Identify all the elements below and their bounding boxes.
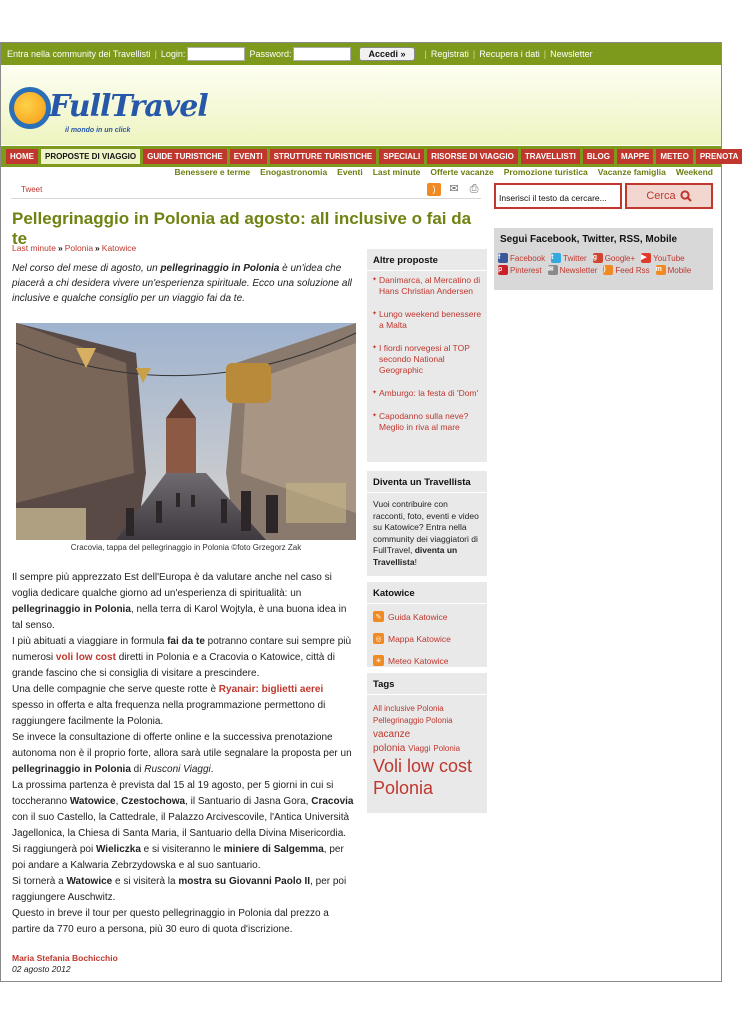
- mail-icon[interactable]: ✉: [449, 183, 459, 195]
- subnav-item-benessere-e-terme[interactable]: Benessere e terme: [174, 167, 251, 177]
- social-link-twitter[interactable]: [551, 253, 587, 263]
- social-link-facebook[interactable]: [498, 253, 545, 263]
- search-icon: [680, 190, 692, 202]
- katowice-box: [367, 582, 487, 667]
- globe-icon: [9, 87, 51, 129]
- publish-date: 02 agosto 2012: [12, 964, 71, 974]
- nav-item-home[interactable]: HOME: [6, 149, 38, 164]
- register-link[interactable]: Registrati: [430, 49, 469, 59]
- link-ryanair[interactable]: Ryanair: biglietti aerei: [218, 684, 324, 695]
- related-item[interactable]: ✦ I fiordi norvegesi al TOP secondo National Geographic: [373, 343, 483, 376]
- katowice-title: Katowice: [367, 582, 487, 604]
- tag-link[interactable]: Polonia: [373, 778, 434, 798]
- social-label: Twitter: [563, 253, 587, 263]
- newsletter-icon: ✉: [548, 265, 558, 275]
- tweet-button[interactable]: Tweet: [21, 185, 43, 194]
- login-input[interactable]: [187, 47, 245, 61]
- feed-rss-icon: ): [603, 265, 613, 275]
- social-title: Segui Facebook, Twitter, RSS, Mobile: [500, 234, 678, 245]
- nav-item-eventi[interactable]: EVENTI: [230, 149, 267, 164]
- weather-icon: ☀: [373, 655, 384, 666]
- pinterest-icon: p: [498, 265, 508, 275]
- subnav-item-last-minute[interactable]: Last minute: [372, 167, 421, 177]
- tag-link[interactable]: vacanze polonia: [373, 729, 411, 754]
- page: [0, 42, 739, 982]
- tag-cloud: [367, 695, 487, 807]
- nav-item-travellisti[interactable]: TRAVELLISTI: [521, 149, 580, 164]
- page-title: Pellegrinaggio in Polonia ad agosto: all inclusive o fai da te: [12, 209, 472, 248]
- link-voli-low-cost[interactable]: voli low cost: [55, 652, 116, 663]
- related-item[interactable]: ✦ Capodanno sulla neve? Meglio in riva al mare: [373, 411, 483, 433]
- community-link[interactable]: Entra nella community dei Travellisti: [7, 49, 151, 59]
- twitter-icon: t: [551, 253, 561, 263]
- related-title: Altre proposte: [367, 249, 487, 271]
- nav-item-blog[interactable]: BLOG: [583, 149, 614, 164]
- social-label: YouTube: [653, 253, 685, 263]
- password-input[interactable]: [293, 47, 351, 61]
- social-link-youtube[interactable]: [641, 253, 684, 263]
- subnav-item-enogastronomia[interactable]: Enogastronomia: [260, 167, 328, 177]
- article-photo: [16, 323, 356, 540]
- social-links: [494, 245, 713, 275]
- social-box: [494, 228, 713, 290]
- related-item[interactable]: ✦ Danimarca, al Mercatino di Hans Christian Andersen: [373, 275, 483, 297]
- sub-nav: [1, 167, 721, 181]
- youtube-icon: ▶: [641, 253, 651, 263]
- breadcrumb-item[interactable]: Katowice: [101, 243, 137, 253]
- article-body: Il sempre più apprezzato Est dell'Europa è da valutare anche nel caso si voglia dedicare qualche giorno ad un'esperienza di spiritualità: un pellegrinaggio in Polonia, nella terra di Karol Wojtyla, è una buona idea in tal senso. I più abituati a viaggiare in formula fai da te potranno contare sui sempre più numerosi voli low cost diretti in Polonia e a Cracovia o Katowice, città di grande fascino che si consiglia di visitare a prescindere. Una delle compagnie che serve queste rotte è Ryanair: biglietti aerei spesso in offerta e alta frequenza nella programmazione permettono di raggiungere facilmente la Polonia. Se invece la consultazione di offerte online e la successiva prenotazione autonoma non è il proprio forte, allora sarà utile segnalare la proposta per un pellegrinaggio in Polonia di Rusconi Viaggi. La prossima partenza è prevista dal 15 al 19 agosto, per 5 giorni in cui si toccheranno Watowice, Czestochowa, il Santuario di Jasna Gora, Cracovia con il suo Castello, la Cattedrale, il Palazzo Arcivescovile, l'Antica Università Jagellonica, la Chiesa di Santa Maria, il Santuario della Divina Misericordia. Si raggiungerà poi Wieliczka e si visiteranno le miniere di Salgemma, per poi andare a Kalwaria Zebrzydowska e al suo santuario. Si tornerà a Watowice e si visiterà la mostra su Giovanni Paolo II, per poi raggiungere Auschwitz. Questo in breve il tour per questo pellegrinaggio in Polonia dal prezzo a partire da 770 euro a persona, più 30 euro di quota d'iscrizione.: [12, 572, 354, 935]
- social-link-newsletter[interactable]: [548, 265, 598, 275]
- nav-item-guide-turistiche[interactable]: GUIDE TURISTICHE: [143, 149, 227, 164]
- travellista-link[interactable]: diventa un Travellista: [373, 545, 458, 567]
- rss-icon[interactable]: ): [427, 183, 441, 196]
- guide-link[interactable]: ✎ Guida Katowice: [367, 608, 487, 625]
- subnav-item-offerte-vacanze[interactable]: Offerte vacanze: [430, 167, 494, 177]
- nav-item-proposte-di-viaggio[interactable]: PROPOSTE DI VIAGGIO: [41, 149, 140, 164]
- recover-link[interactable]: Recupera i dati: [479, 49, 540, 59]
- related-box: [367, 249, 487, 462]
- social-label: Newsletter: [559, 265, 598, 275]
- breadcrumb-item[interactable]: Polonia: [64, 243, 94, 253]
- print-icon[interactable]: ⎙: [469, 183, 479, 195]
- nav-item-prenota[interactable]: PRENOTA: [696, 149, 742, 164]
- top-bar: Entra nella community dei Travellisti | Login: Password: Accedi » | Registrati | Recupera i dati | Newsletter: [1, 43, 721, 65]
- access-button[interactable]: Accedi »: [359, 47, 414, 61]
- article-intro: Nel corso del mese di agosto, un pellegrinaggio in Polonia è un'idea che piacerà a chi desidera vivere un'esperienza spirituale. Ecco una soluzione all inclusive e qualche consiglio per un viaggio fai da te.: [12, 263, 352, 304]
- social-link-mobile[interactable]: [656, 265, 692, 275]
- newsletter-link[interactable]: Newsletter: [550, 49, 593, 59]
- social-label: Google+: [604, 253, 636, 263]
- logo[interactable]: [9, 83, 208, 139]
- subnav-item-promozione-turistica[interactable]: Promozione turistica: [503, 167, 588, 177]
- login-label: Login:: [160, 49, 186, 59]
- social-label: Facebook: [510, 253, 546, 263]
- guide-icon: ✎: [373, 611, 384, 622]
- related-item[interactable]: ✦ Amburgo: la festa di 'Dom': [373, 388, 483, 399]
- nav-item-mappe[interactable]: MAPPE: [617, 149, 653, 164]
- search-button[interactable]: [625, 183, 713, 209]
- search-button-label: Cerca: [646, 190, 676, 202]
- tag-link[interactable]: Pellegrinaggio Polonia: [373, 716, 453, 725]
- subnav-item-eventi[interactable]: Eventi: [337, 167, 363, 177]
- subnav-item-vacanze-famiglia[interactable]: Vacanze famiglia: [597, 167, 666, 177]
- search-input[interactable]: Inserisci il testo da cercare...: [494, 183, 622, 209]
- related-list: [367, 271, 487, 449]
- google--icon: g: [593, 253, 603, 263]
- tag-link[interactable]: Voli low cost: [373, 756, 473, 776]
- tag-link[interactable]: Polonia: [433, 744, 461, 753]
- social-link-feed-rss[interactable]: [603, 265, 649, 275]
- travellista-title: Diventa un Travellista: [367, 471, 487, 493]
- tag-link[interactable]: All inclusive Polonia: [373, 704, 444, 713]
- mobile-icon: m: [656, 265, 666, 275]
- tags-title: Tags: [367, 673, 487, 695]
- nav-item-speciali[interactable]: SPECIALI: [379, 149, 424, 164]
- social-label: Feed Rss: [615, 265, 650, 275]
- logo-name: FullTravel: [49, 89, 208, 124]
- breadcrumb: Last minute » Polonia » Katowice: [12, 243, 137, 253]
- nav-item-risorse-di-viaggio[interactable]: RISORSE DI VIAGGIO: [427, 149, 518, 164]
- map-icon: ◎: [373, 633, 384, 644]
- main-nav: [1, 146, 739, 167]
- tag-link[interactable]: Viaggi: [408, 744, 431, 753]
- travellista-text: Vuoi contribuire con racconti, foto, eventi e video su Katowice? Entra nella community dei viaggiatori di FullTravel, diventa un Travellista!: [373, 499, 479, 567]
- tags-box: [367, 673, 487, 813]
- nav-item-strutture-turistiche[interactable]: STRUTTURE TURISTICHE: [270, 149, 377, 164]
- social-label: Pinterest: [510, 265, 542, 275]
- password-label: Password:: [249, 49, 292, 59]
- map-link[interactable]: ◎ Mappa Katowice: [367, 630, 487, 647]
- breadcrumb-item[interactable]: Last minute: [12, 243, 56, 253]
- photo-caption: Cracovia, tappa del pellegrinaggio in Polonia ©foto Grzegorz Zak: [70, 543, 302, 552]
- header: [1, 65, 721, 145]
- travellista-box: [367, 471, 487, 576]
- social-link-google-[interactable]: [593, 253, 635, 263]
- author-link[interactable]: Maria Stefania Bochicchio: [12, 953, 118, 963]
- related-item[interactable]: ✦ Lungo weekend benessere a Malta: [373, 309, 483, 331]
- nav-item-meteo[interactable]: METEO: [656, 149, 692, 164]
- social-link-pinterest[interactable]: [498, 265, 542, 275]
- share-bar: [11, 185, 481, 199]
- logo-tagline: il mondo in un click: [65, 127, 131, 134]
- social-label: Mobile: [667, 265, 692, 275]
- facebook-icon: f: [498, 253, 508, 263]
- subnav-item-weekend[interactable]: Weekend: [675, 167, 713, 177]
- weather-link[interactable]: ☀ Meteo Katowice: [367, 652, 487, 669]
